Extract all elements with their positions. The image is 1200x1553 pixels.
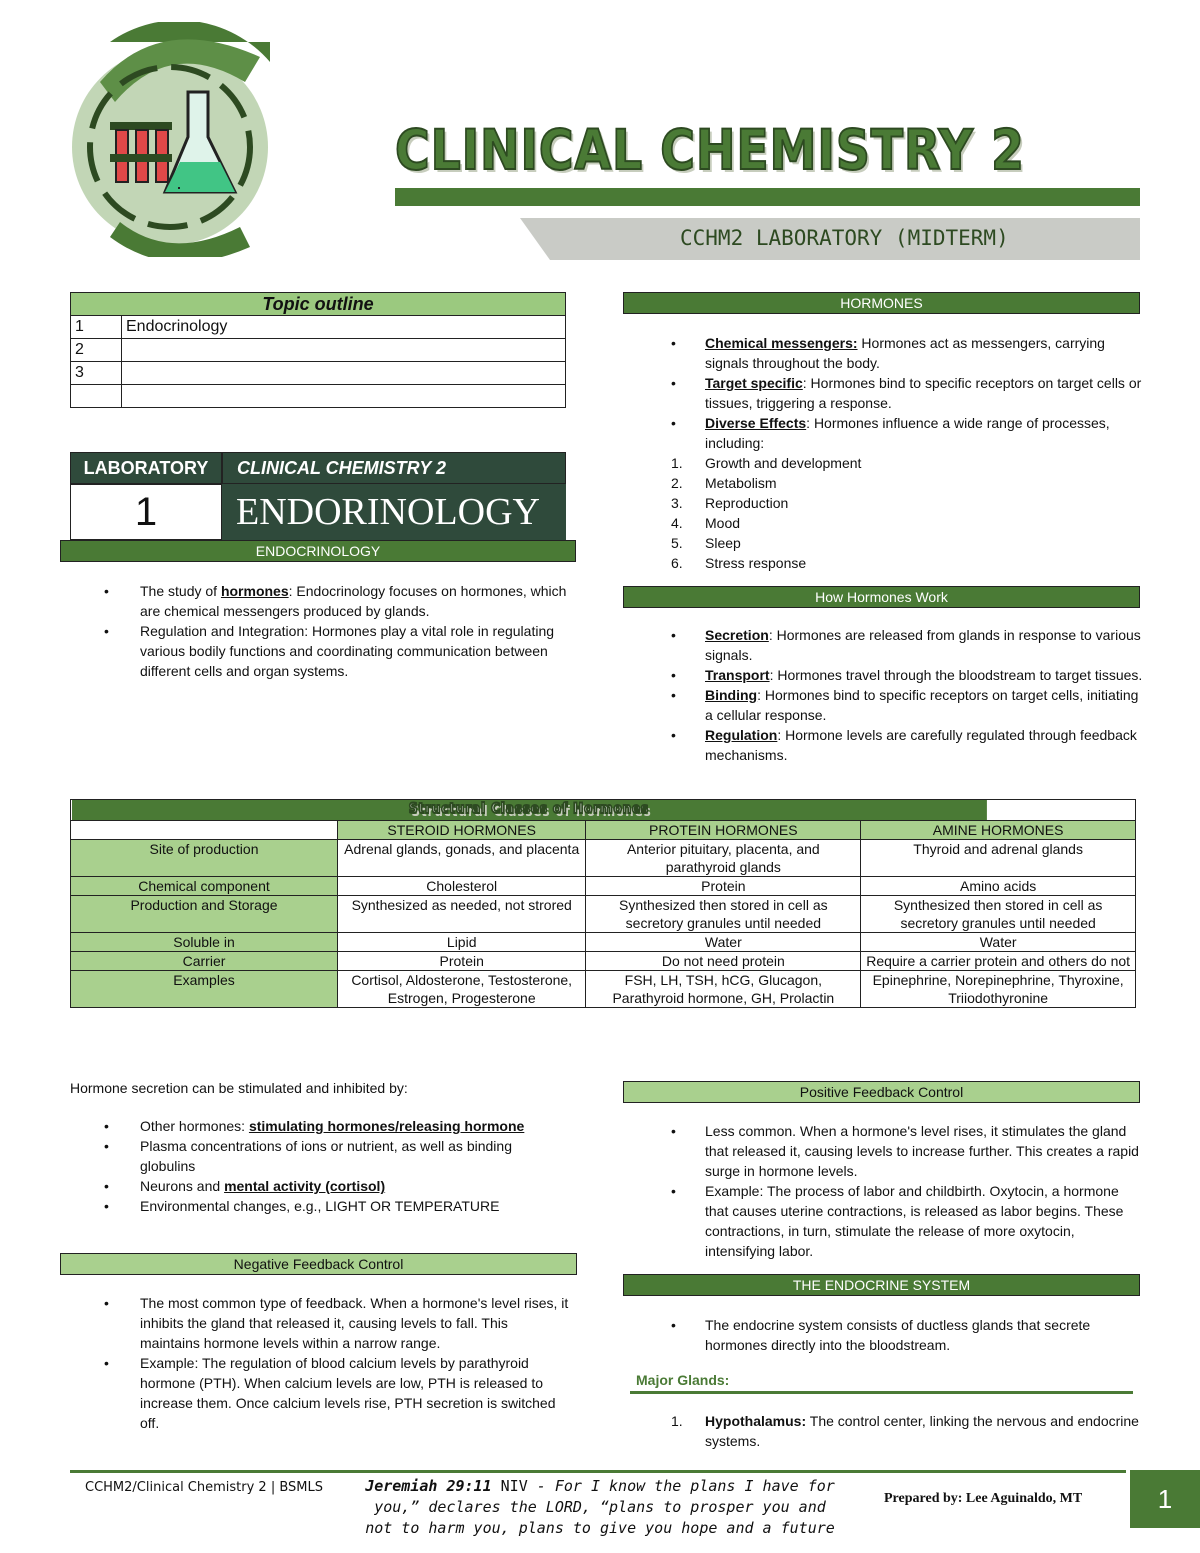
column-header: STEROID HORMONES xyxy=(338,821,586,840)
page-number: 1 xyxy=(1130,1470,1200,1528)
endocrine-list xyxy=(623,1315,1143,1355)
table-cell: Water xyxy=(861,933,1136,952)
topic-outline-table xyxy=(70,292,566,408)
section-heading-endocrinology: ENDOCRINOLOGY xyxy=(60,540,576,562)
list-item: • Binding: Hormones bind to specific receptors on target cells, initiating a cellular response. xyxy=(623,685,1143,725)
column-header: AMINE HORMONES xyxy=(861,821,1136,840)
table-cell: Amino acids xyxy=(861,877,1136,896)
table-cell: Protein xyxy=(338,952,586,971)
row-number xyxy=(71,385,122,408)
blank-header-cell xyxy=(71,821,338,840)
list-item: • Less common. When a hormone's level rises, it stimulates the gland that released it, causing levels to increase further. This creates a rapid surge in hormone levels. xyxy=(623,1121,1143,1181)
table-row xyxy=(71,877,1136,896)
table-cell: Require a carrier protein and others do not xyxy=(861,952,1136,971)
table-row xyxy=(71,933,1136,952)
topic-outline-heading: Topic outline xyxy=(71,293,566,316)
list-item: • Example: The process of labor and childbirth. Oxytocin, a hormone that causes uterine contractions, is released as labor begins. These contractions, in turn, stimulate the release of more oxytocin, intensifying labor. xyxy=(623,1181,1143,1261)
table-cell: Synthesized then stored in cell as secretory granules until needed xyxy=(586,896,861,933)
list-item: • Neurons and mental activity (cortisol) xyxy=(70,1176,570,1196)
table-cell: Adrenal glands, gonads, and placenta xyxy=(338,840,586,877)
row-label: Site of production xyxy=(71,840,338,877)
lab-name: ENDORINOLOGY xyxy=(222,484,566,540)
list-item: • Chemical messengers: Hormones act as messengers, carrying signals throughout the body. xyxy=(623,333,1143,373)
table-cell: Synthesized as needed, not strored xyxy=(338,896,586,933)
major-glands-heading: Major Glands: xyxy=(636,1372,730,1388)
list-item: 5. Sleep xyxy=(671,535,741,551)
row-label: Carrier xyxy=(71,952,338,971)
list-item: • Regulation and Integration: Hormones play a vital role in regulating various bodily functions and coordinating communication between different cells and organ systems. xyxy=(70,621,570,681)
list-item: • The most common type of feedback. When a hormone's level rises, it inhibits the gland that released it, causing levels to fall. This maintains hormone levels within a narrow range. xyxy=(70,1293,570,1353)
list-item: • Example: The regulation of blood calcium levels by parathyroid hormone (PTH). When calcium levels are low, PTH is released to increase them. Once calcium levels rise, PTH secretion is switched off. xyxy=(70,1353,570,1433)
list-item: • Target specific: Hormones bind to specific receptors on target cells or tissues, triggering a response. xyxy=(623,373,1143,413)
table-cell: Protein xyxy=(586,877,861,896)
positive-feedback-list xyxy=(623,1121,1143,1261)
footer-rule xyxy=(70,1470,1126,1473)
table-title: Structural Classes of Hormones xyxy=(71,800,987,821)
list-item: 6. Stress response xyxy=(671,555,807,571)
structural-classes-table xyxy=(70,799,1136,1008)
secretion-list xyxy=(70,1116,570,1216)
table-cell: Do not need protein xyxy=(586,952,861,971)
list-item: • Diverse Effects: Hormones influence a wide range of processes, including: xyxy=(623,413,1143,453)
footer-verse: Jeremiah 29:11 NIV - For I know the plans I have for you,” declares the LORD, “plans to prosper you and not to harm you, plans to give you hope and a future xyxy=(365,1477,835,1537)
document-title: CLINICAL CHEMISTRY 2 xyxy=(395,118,1025,182)
list-item: • Transport: Hormones travel through the bloodstream to target tissues. xyxy=(623,665,1143,685)
table-cell: Anterior pituitary, placenta, and parathyroid glands xyxy=(586,840,861,877)
footer-course: CCHM2/Clinical Chemistry 2 | BSMLS xyxy=(85,1480,324,1495)
table-cell: Epinephrine, Norepinephrine, Thyroxine, Triiodothyronine xyxy=(861,971,1136,1008)
table-cell: Thyroid and adrenal glands xyxy=(861,840,1136,877)
lab-label: LABORATORY xyxy=(70,452,222,484)
list-item: 1. Growth and development xyxy=(671,455,862,471)
row-label: Production and Storage xyxy=(71,896,338,933)
major-glands-rule xyxy=(630,1391,1133,1394)
row-number: 1 xyxy=(71,316,122,339)
table-row xyxy=(71,339,566,362)
list-item: • The study of hormones: Endocrinology focuses on hormones, which are chemical messengers produced by glands. xyxy=(70,581,570,621)
section-heading-hormones: HORMONES xyxy=(623,292,1140,314)
row-topic xyxy=(122,362,566,385)
table-row xyxy=(71,952,1136,971)
table-row xyxy=(71,385,566,408)
list-item: • Environmental changes, e.g., LIGHT OR TEMPERATURE xyxy=(70,1196,570,1216)
row-label: Chemical component xyxy=(71,877,338,896)
list-item: 2. Metabolism xyxy=(671,475,777,491)
table-cell: Lipid xyxy=(338,933,586,952)
table-row xyxy=(71,362,566,385)
lab-flask-logo xyxy=(70,22,270,257)
row-number: 2 xyxy=(71,339,122,362)
how-hormones-list xyxy=(623,625,1143,765)
section-heading-how-hormones-work: How Hormones Work xyxy=(623,586,1140,608)
table-cell: Water xyxy=(586,933,861,952)
table-cell: Synthesized then stored in cell as secretory granules until needed xyxy=(861,896,1136,933)
row-label: Examples xyxy=(71,971,338,1008)
negative-feedback-list xyxy=(70,1293,570,1433)
list-item: • Plasma concentrations of ions or nutrient, as well as binding globulins xyxy=(70,1136,570,1176)
list-item: • Secretion: Hormones are released from glands in response to various signals. xyxy=(623,625,1143,665)
section-heading-endocrine-system: THE ENDOCRINE SYSTEM xyxy=(623,1274,1140,1296)
list-item: 1. Hypothalamus: The control center, linking the nervous and endocrine systems. xyxy=(671,1413,1139,1449)
list-item: 3. Reproduction xyxy=(671,495,789,511)
row-label: Soluble in xyxy=(71,933,338,952)
glands-list xyxy=(623,1411,1143,1451)
list-item: • Regulation: Hormone levels are carefully regulated through feedback mechanisms. xyxy=(623,725,1143,765)
table-cell: Cortisol, Aldosterone, Testosterone, Estrogen, Progesterone xyxy=(338,971,586,1008)
table-row xyxy=(71,971,1136,1008)
table-cell: FSH, LH, TSH, hCG, Glucagon, Parathyroid hormone, GH, Prolactin xyxy=(586,971,861,1008)
row-number: 3 xyxy=(71,362,122,385)
header-stripe-dark xyxy=(395,188,1140,206)
row-topic xyxy=(122,385,566,408)
document-subtitle: CCHM2 LABORATORY (MIDTERM) xyxy=(680,226,1009,250)
table-row xyxy=(71,896,1136,933)
column-header: PROTEIN HORMONES xyxy=(586,821,861,840)
row-topic: Endocrinology xyxy=(122,316,566,339)
lab-number: 1 xyxy=(70,484,222,540)
table-cell: Cholesterol xyxy=(338,877,586,896)
list-item: • Other hormones: stimulating hormones/releasing hormone xyxy=(70,1116,570,1136)
table-row xyxy=(71,840,1136,877)
section-heading-negative-feedback: Negative Feedback Control xyxy=(60,1253,577,1275)
lab-course: CLINICAL CHEMISTRY 2 xyxy=(222,452,566,484)
list-item: 4. Mood xyxy=(671,515,741,531)
table-row xyxy=(71,316,566,339)
section-heading-positive-feedback: Positive Feedback Control xyxy=(623,1081,1140,1103)
footer-prepared-by: Prepared by: Lee Aguinaldo, MT xyxy=(884,1491,1083,1506)
row-topic xyxy=(122,339,566,362)
endocrinology-list xyxy=(70,581,570,681)
list-item: • The endocrine system consists of ductless glands that secrete hormones directly into the bloodstream. xyxy=(623,1315,1143,1355)
secretion-intro: Hormone secretion can be stimulated and inhibited by: xyxy=(70,1080,408,1096)
hormones-list xyxy=(623,333,1143,573)
table-header-row xyxy=(71,821,1136,840)
